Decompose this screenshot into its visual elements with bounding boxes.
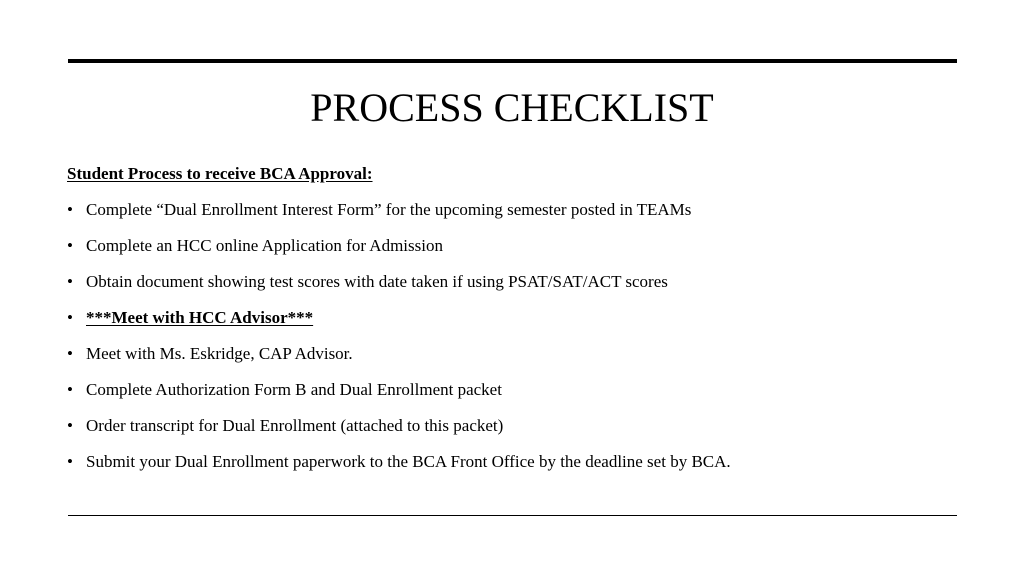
page-title: PROCESS CHECKLIST (310, 85, 714, 130)
bullet-icon: • (67, 344, 73, 363)
list-item-text: Complete an HCC online Application for Admission (86, 236, 443, 255)
bullet-icon: • (67, 416, 73, 435)
list-item-text-emphasized: ***Meet with HCC Advisor*** (86, 308, 314, 327)
list-item-text: Obtain document showing test scores with date taken if using PSAT/SAT/ACT scores (86, 272, 668, 291)
bullet-icon: • (67, 452, 73, 471)
list-item-text: Complete Authorization Form B and Dual Enrollment packet (86, 380, 502, 399)
top-divider (68, 59, 957, 63)
list-item-text: Complete “Dual Enrollment Interest Form” for the upcoming semester posted in TEAMs (86, 200, 692, 219)
list-item-text: Order transcript for Dual Enrollment (attached to this packet) (86, 416, 504, 435)
bullet-icon: • (67, 272, 73, 291)
section-heading: Student Process to receive BCA Approval: (67, 164, 373, 183)
bullet-icon: • (67, 308, 73, 327)
bullet-icon: • (67, 236, 73, 255)
list-item-text: Meet with Ms. Eskridge, CAP Advisor. (86, 344, 353, 363)
bottom-divider (68, 515, 957, 516)
bullet-icon: • (67, 200, 73, 219)
bullet-icon: • (67, 380, 73, 399)
list-item-text: Submit your Dual Enrollment paperwork to the BCA Front Office by the deadline set by BCA. (86, 452, 731, 471)
